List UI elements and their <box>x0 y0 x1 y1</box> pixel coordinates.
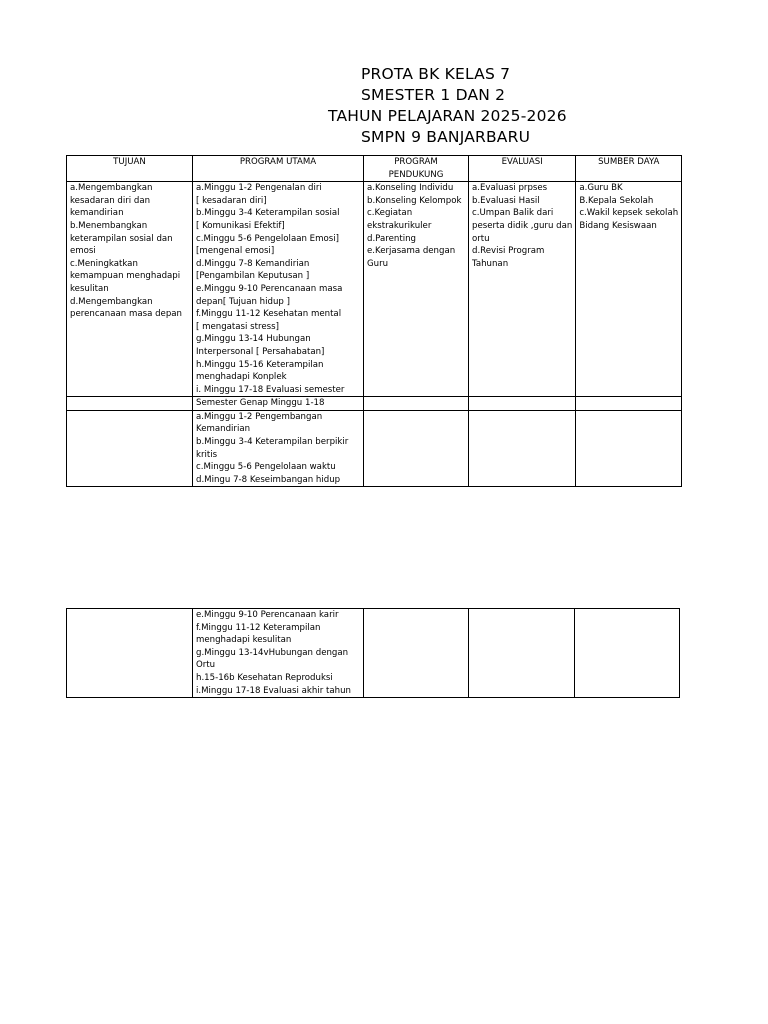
cell-empty <box>364 410 469 487</box>
cell-text-line: f.Minggu 11-12 Kesehatan mental <box>196 309 342 320</box>
cell-text-line: e.Minggu 9-10 Perencanaan masa <box>196 283 343 294</box>
prota-table-page-1 <box>66 155 682 487</box>
cell-empty <box>469 410 576 487</box>
table-row-semester-2-part-2 <box>67 609 680 698</box>
cell-text-line: c.Meningkatkan <box>70 258 138 269</box>
cell-text-line: kritis <box>196 449 218 460</box>
cell-text-line: d.Mengembangkan <box>70 296 153 307</box>
cell-text-line: Guru <box>367 258 389 269</box>
cell-text-line: i. Minggu 17-18 Evaluasi semester <box>196 384 345 395</box>
cell-text-line: a.Minggu 1-2 Pengenalan diri <box>196 183 322 194</box>
title-line-1: PROTA BK KELAS 7 <box>361 65 511 83</box>
cell-text-line: i.Minggu 17-18 Evaluasi akhir tahun <box>196 685 351 696</box>
cell-text-line: Bidang Kesiswaan <box>579 220 657 231</box>
table-header-row <box>67 156 682 182</box>
cell-text-line: emosi <box>70 246 96 257</box>
cell-text-line: c.Minggu 5-6 Pengelolaan waktu <box>196 462 336 473</box>
cell-text-line: [ Komunikasi Efektif] <box>196 220 285 231</box>
cell-sumber-daya <box>576 182 682 397</box>
cell-evaluasi <box>469 182 576 397</box>
cell-text-line: h.Minggu 15-16 Keterampilan <box>196 359 324 370</box>
cell-program-utama <box>193 410 364 487</box>
cell-text-line: ortu <box>472 233 490 244</box>
title-line-3: TAHUN PELAJARAN 2025-2026 <box>328 107 567 125</box>
cell-text-line: B.Kepala Sekolah <box>579 195 654 206</box>
cell-text-line: kesadaran diri dan <box>70 195 151 206</box>
cell-text-line: peserta didik ,guru dan <box>472 220 573 231</box>
cell-text-line: [ mengatasi stress] <box>196 321 279 332</box>
cell-text-line: kemampuan menghadapi <box>70 271 181 282</box>
cell-text-line: d.Parenting <box>367 233 416 244</box>
cell-text-line: menghadapi kesulitan <box>196 635 292 646</box>
cell-text-line: e.Kerjasama dengan <box>367 246 456 257</box>
cell-text-line: b.Konseling Kelompok <box>367 195 462 206</box>
cell-text-line: [Pengambilan Keputusan ] <box>196 271 310 282</box>
cell-text-line: [ kesadaran diri] <box>196 195 267 206</box>
cell-text-line: b.Minggu 3-4 Keterampilan sosial <box>196 208 340 219</box>
cell-text-line: f.Minggu 11-12 Keterampilan <box>196 622 321 633</box>
cell-text-line: e.Minggu 9-10 Perencanaan karir <box>196 610 339 620</box>
cell-text-line: kesulitan <box>70 283 109 294</box>
title-line-2: SMESTER 1 DAN 2 <box>361 86 506 104</box>
cell-empty <box>67 609 193 698</box>
cell-text-line: c.Kegiatan <box>367 208 413 219</box>
cell-text-line: g.Minggu 13-14 Hubungan <box>196 334 311 345</box>
cell-empty <box>67 410 193 487</box>
cell-text-line: kemandirian <box>70 208 124 219</box>
table-row-semester-1 <box>67 182 682 397</box>
cell-text-line: b.Menembangkan <box>70 220 148 231</box>
cell-empty <box>576 410 682 487</box>
cell-text-line: ekstrakurikuler <box>367 220 432 231</box>
cell-empty <box>67 397 193 411</box>
cell-text-line: Tahunan <box>472 258 509 269</box>
cell-text-line: b.Evaluasi Hasil <box>472 195 540 206</box>
header-program-pendukung: PROGRAM PENDUKUNG <box>364 156 469 182</box>
cell-text-line: a.Guru BK <box>579 183 623 194</box>
cell-text-line: a.Mengembangkan <box>70 183 153 194</box>
cell-text-line: d.Mingu 7-8 Keseimbangan hidup <box>196 474 341 485</box>
cell-text-line: keterampilan sosial dan <box>70 233 173 244</box>
cell-program-utama <box>193 609 364 698</box>
cell-text-line: c.Wakil kepsek sekolah <box>579 208 679 219</box>
cell-text-line: d.Revisi Program <box>472 246 545 257</box>
cell-text-line: Ortu <box>196 660 216 671</box>
cell-empty <box>469 609 575 698</box>
header-evaluasi: EVALUASI <box>469 156 576 182</box>
cell-text-line: g.Minggu 13-14vHubungan dengan <box>196 647 349 658</box>
cell-text-line: perencanaan masa depan <box>70 309 182 320</box>
cell-tujuan <box>67 182 193 397</box>
cell-empty <box>575 609 680 698</box>
header-sumber-daya: SUMBER DAYA <box>576 156 682 182</box>
cell-program-utama <box>193 182 364 397</box>
cell-empty <box>576 397 682 411</box>
cell-empty <box>469 397 576 411</box>
cell-text-line: c.Umpan Balik dari <box>472 208 554 219</box>
title-line-4: SMPN 9 BANJARBARU <box>361 128 531 146</box>
cell-empty <box>364 397 469 411</box>
cell-program-pendukung <box>364 182 469 397</box>
table-row-semester-2-part-1 <box>67 410 682 487</box>
cell-text-line: h.15-16b Kesehatan Reproduksi <box>196 672 333 683</box>
cell-text-line: d.Minggu 7-8 Kemandirian <box>196 258 310 269</box>
cell-text-line: a.Evaluasi prpses <box>472 183 548 194</box>
cell-text-line: [mengenal emosi] <box>196 246 275 257</box>
cell-text-line: a.Konseling Individu <box>367 183 454 194</box>
table-row-semester-genap-label <box>67 397 682 411</box>
prota-table-page-2 <box>66 608 680 698</box>
cell-empty <box>364 609 469 698</box>
header-tujuan: TUJUAN <box>67 156 193 182</box>
cell-text-line: Kemandirian <box>196 424 251 435</box>
header-program-utama: PROGRAM UTAMA <box>193 156 364 182</box>
cell-text-line: Interpersonal [ Persahabatan] <box>196 346 325 357</box>
cell-semester-genap-label: Semester Genap Minggu 1-18 <box>193 397 364 411</box>
cell-text-line: c.Minggu 5-6 Pengelolaan Emosi] <box>196 233 339 244</box>
cell-text-line: a.Minggu 1-2 Pengembangan <box>196 411 323 422</box>
cell-text-line: depan[ Tujuan hidup ] <box>196 296 290 307</box>
cell-text-line: menghadapi Konplek <box>196 372 287 383</box>
cell-text-line: b.Minggu 3-4 Keterampilan berpikir <box>196 437 349 448</box>
